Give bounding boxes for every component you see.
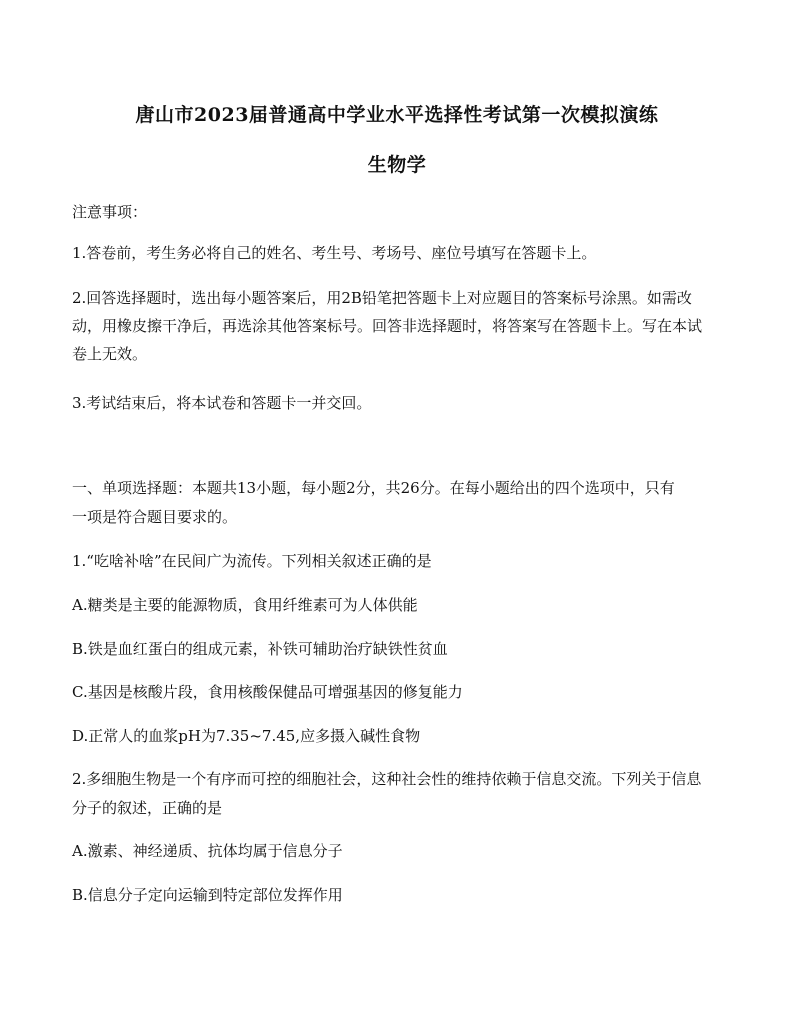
section-intro: 一项是符合题目要求的。 [72, 508, 238, 526]
notice-item: 2.回答选择题时，选出每小题答案后，用2B铅笔把答题卡上对应题目的答案标号涂黑。如需改 [72, 289, 692, 307]
question-2-option: B.信息分子定向运输到特定部位发挥作用 [72, 886, 343, 904]
notice-item: 动，用橡皮擦干净后，再选涂其他答案标号。回答非选择题时，将答案写在答题卡上。写在本试 [72, 317, 703, 335]
question-1-option: C.基因是核酸片段，食用核酸保健品可增强基因的修复能力 [72, 683, 463, 701]
question-1-option: A.糖类是主要的能源物质，食用纤维素可为人体供能 [72, 596, 418, 614]
exam-title: 唐山市2023届普通高中学业水平选择性考试第一次模拟演练 [135, 104, 659, 126]
notice-heading: 注意事项： [72, 203, 148, 221]
question-2-option: A.激素、神经递质、抗体均属于信息分子 [72, 842, 343, 860]
question-1-option: D.正常人的血浆pH为7.35~7.45,应多摄入碱性食物 [72, 727, 421, 745]
notice-item: 3.考试结束后，将本试卷和答题卡一并交回。 [72, 394, 372, 412]
notice-item: 1.答卷前，考生务必将自己的姓名、考生号、考场号、座位号填写在答题卡上。 [72, 244, 597, 262]
question-1-stem: 1.“吃啥补啥”在民间广为流传。下列相关叙述正确的是 [72, 552, 432, 570]
question-2-stem: 分子的叙述，正确的是 [72, 799, 223, 817]
question-1-option: B.铁是血红蛋白的组成元素，补铁可辅助治疗缺铁性贫血 [72, 640, 448, 658]
question-2-stem: 2.多细胞生物是一个有序而可控的细胞社会，这种社会性的维持依赖于信息交流。下列关于信息 [72, 770, 702, 788]
section-intro: 一、单项选择题：本题共13小题，每小题2分，共26分。在每小题给出的四个选项中，只有 [72, 479, 675, 497]
notice-item: 卷上无效。 [72, 345, 148, 363]
exam-subject: 生物学 [367, 154, 427, 176]
